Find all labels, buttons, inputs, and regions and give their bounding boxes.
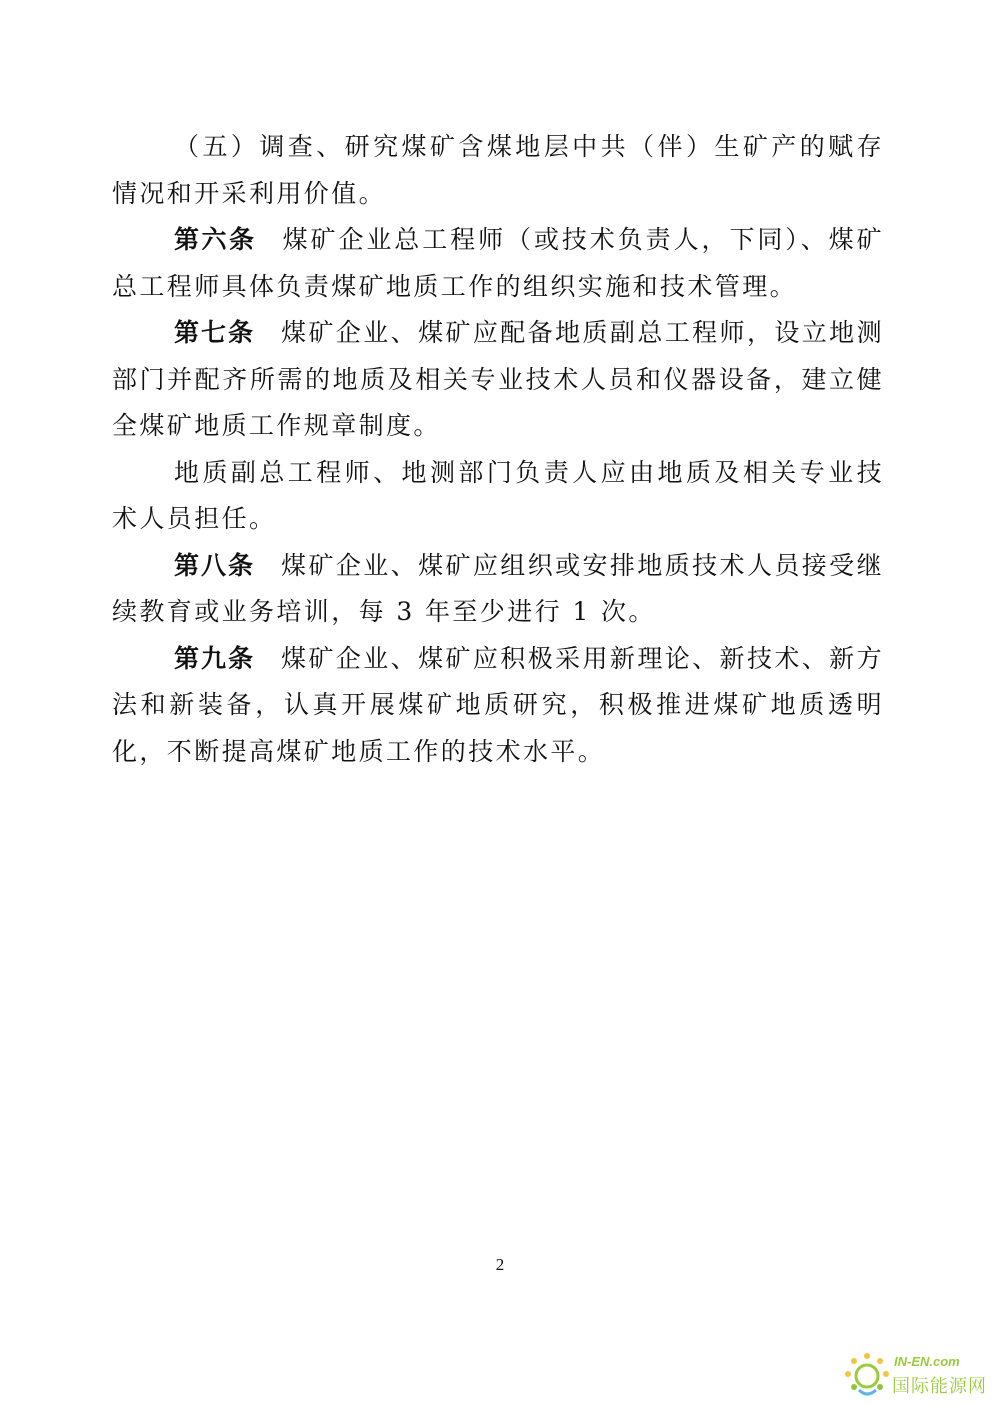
paragraph-item-5	[112, 124, 884, 217]
article-8	[112, 543, 884, 636]
page-number: 2	[495, 1255, 505, 1274]
watermark-cn: 国际能源网	[892, 1376, 987, 1397]
article-title: 第八条	[174, 550, 256, 580]
sun-logo-icon	[842, 1350, 892, 1400]
watermark-en: IN-EN.com	[894, 1354, 960, 1369]
article-6	[112, 217, 884, 310]
article-text: 煤矿企业、煤矿应组织或安排地质技术人员接受继续教育或业务培训，每 3 年至少进行 1 次。	[112, 550, 884, 626]
article-text: 煤矿企业、煤矿应积极采用新理论、新技术、新方法和新装备，认真开展煤矿地质研究，积极推进煤矿地质透明化，不断提高煤矿地质工作的技术水平。	[112, 643, 884, 766]
article-9	[112, 636, 884, 776]
article-text: 煤矿企业总工程师（或技术负责人，下同）、煤矿总工程师具体负责煤矿地质工作的组织实施和技术管理。	[112, 225, 884, 301]
paragraph-text: （五）调查、研究煤矿含煤地层中共（伴）生矿产的赋存情况和开采利用价值。	[112, 132, 884, 208]
article-7	[112, 310, 884, 450]
paragraph-text: 地质副总工程师、地测部门负责人应由地质及相关专业技术人员担任。	[112, 457, 884, 533]
article-title: 第六条	[174, 225, 257, 254]
article-text: 煤矿企业、煤矿应配备地质副总工程师，设立地测部门并配齐所需的地质及相关专业技术人员和仪器设备，建立健全煤矿地质工作规章制度。	[112, 318, 884, 440]
article-title: 第九条	[174, 643, 256, 673]
watermark-logo	[842, 1346, 992, 1404]
body-text	[112, 124, 884, 775]
article-title: 第七条	[174, 318, 256, 347]
article-7-continued	[112, 450, 884, 543]
